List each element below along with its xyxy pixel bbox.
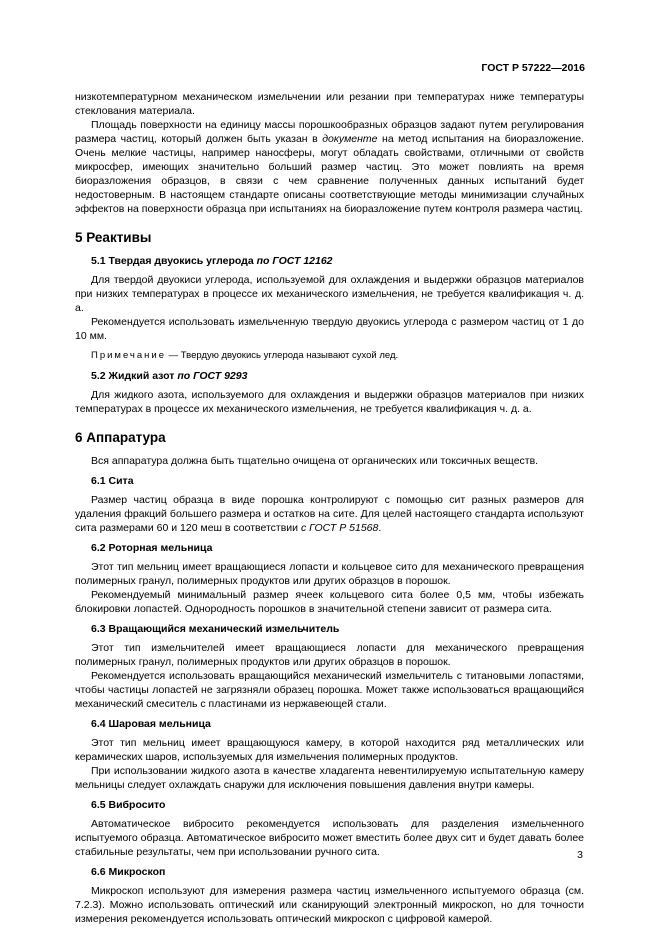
section-heading-6: 6 Аппаратура: [75, 430, 166, 445]
paragraph: Рекомендуется использовать вращающийся механический измельчитель с титановыми лопастями, чтобы частицы лопастей не загрязняли образец порошка. Может также использоваться вращающийся механический смеситель с пластинами из нержавеющей стали.: [75, 670, 584, 710]
subsection-heading-6-4: 6.4 Шаровая мельница: [91, 718, 211, 730]
paragraph: Площадь поверхности на единицу массы порошкообразных образцов задают путем регулирования размера частиц, который должен быть указан в документе на метод испытания на биоразложение. Очень мелкие частицы, например наносферы, могут обладать свойствами, отличными от свойств микросфер, имеющих значительно больший размер частиц. Это может повлиять на время биоразложения образцов, в связи с чем сравнение полученных данных испытаний будет недостоверным. В настоящем стандарте описаны соответствующие методы минимизации случайных эффектов на поверхности образца при испытаниях на биоразложение путем контроля размера частиц.: [75, 119, 584, 215]
paragraph: Рекомендуемый минимальный размер ячеек кольцевого сита более 0,5 мм, чтобы избежать блокировки лопастей. Однородность порошков в значительной степени зависит от размера сита.: [75, 589, 584, 615]
paragraph: Вся аппаратура должна быть тщательно очищена от органических или токсичных веществ.: [91, 455, 539, 467]
paragraph: низкотемпературном механическом измельчении или резании при температурах ниже температуры стеклования материала.: [75, 91, 584, 117]
paragraph: Размер частиц образца в виде порошка контролируют с помощью сит разных размеров для удаления фракций большего размера и остатков на сите. Для целей настоящего стандарта используют сита размерами 60 и 120 меш в соответствии с ГОСТ Р 51568.: [75, 494, 584, 534]
subsection-heading-6-5: 6.5 Вибросито: [91, 799, 166, 811]
paragraph: Для жидкого азота, используемого для охлаждения и выдержки образцов материалов при низких температурах в процессе их механического измельчения, не требуется квалификация ч. д. а.: [75, 389, 584, 415]
paragraph: Этот тип измельчителей имеет вращающиеся лопасти для механического превращения полимерных гранул, полимерных продуктов или других образцов в порошок.: [75, 642, 584, 668]
page-content: [75, 90, 584, 926]
paragraph: Автоматическое вибросито рекомендуется использовать для разделения измельченного испытуемого образца. Автоматическое вибросито может вместить более двух сит и будет давать более стабильные результаты, чем при использовании ручного сита.: [75, 818, 584, 858]
section-heading-5: 5 Реактивы: [75, 230, 152, 245]
paragraph: При использовании жидкого азота в качестве хладагента невентилируемую испытательную камеру мельницы следует охлаждать снаружи для исключения повышения давления внутри камеры.: [75, 765, 584, 791]
subsection-heading-6-6: 6.6 Микроскоп: [91, 866, 166, 878]
page-number: 3: [577, 849, 583, 861]
subsection-heading-6-2: 6.2 Роторная мельница: [91, 542, 213, 554]
paragraph: Этот тип мельниц имеет вращающиеся лопасти и кольцевое сито для механического превращения полимерных гранул, полимерных продуктов или других образцов в порошок.: [75, 561, 584, 587]
subsection-heading-6-1: 6.1 Сита: [91, 475, 134, 487]
subsection-heading-5-1: 5.1 Твердая двуокись углерода по ГОСТ 12162: [91, 255, 333, 267]
subsection-heading-5-2: 5.2 Жидкий азот по ГОСТ 9293: [91, 370, 248, 382]
document-id-header: ГОСТ Р 57222—2016: [481, 62, 585, 74]
paragraph: Этот тип мельниц имеет вращающуюся камеру, в которой находится ряд металлических или керамических шаров, используемых для измельчения полимерных продуктов.: [75, 737, 584, 763]
paragraph: Для твердой двуокиси углерода, используемой для охлаждения и выдержки образцов материалов при низких температурах в процессе их механического измельчения, не требуется квалификация ч. д. а.: [75, 274, 584, 314]
note: Примечание — Твердую двуокись углерода называют сухой лед.: [91, 350, 399, 361]
paragraph: Рекомендуется использовать измельченную твердую двуокись углерода с размером частиц от 1 до 10 мм.: [75, 316, 584, 342]
paragraph: Микроскоп используют для измерения размера частиц измельченного испытуемого образца (см. 7.2.3). Можно использовать оптический или сканирующий электронный микроскоп, но для точности измерения рекомендуется использовать оптический микроскоп с цифровой камерой.: [75, 885, 584, 925]
subsection-heading-6-3: 6.3 Вращающийся механический измельчитель: [91, 623, 340, 635]
